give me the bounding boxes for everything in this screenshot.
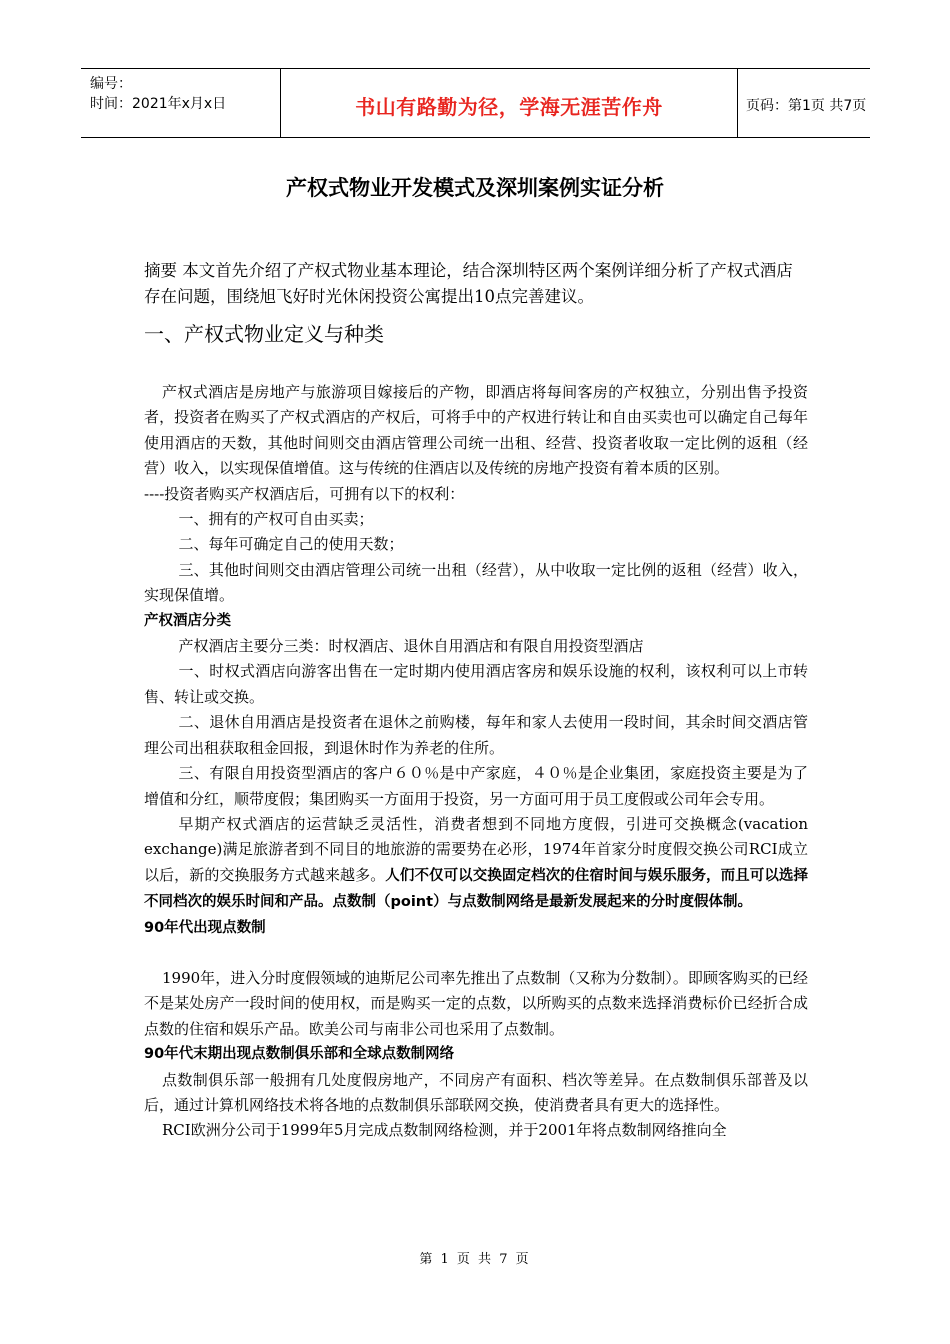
header-page-code: 页码：第1页 共7页	[746, 98, 867, 114]
header-page-cell	[738, 69, 870, 137]
list-item: 一、拥有的产权可自由买卖；	[178, 510, 374, 529]
paragraph: 三、有限自用投资型酒店的客户６０％是中产家庭，４０％是企业集团，家庭投资主要是为了增值和分红，顺带度假；集团购买一方面用于投资，另一方面可用于员工度假或公司年会专用。	[144, 764, 808, 808]
subsection-heading: 90年代出现点数制	[144, 919, 266, 936]
paragraph: 1990年，进入分时度假领域的迪斯尼公司率先推出了点数制（又称为分数制）。即顾客购买的已经不是某处房产一段时间的使用权，而是购买一定的点数，以所购买的点数来选择消费标价已经折合成点数的住宿和娱乐产品。欧美公司与南非公司也采用了点数制。	[144, 968, 808, 1038]
list-item: 三、其他时间则交由酒店管理公司统一出租（经营），从中收取一定比例的返租（经营）收入，实现保值增。	[144, 560, 808, 605]
document-time-label: 时间：2021年x月x日	[90, 96, 227, 112]
subsection-heading: 90年代末期出现点数制俱乐部和全球点数制网络	[144, 1046, 455, 1063]
paragraph-text: 早期产权式酒店的运营缺乏灵活性，消费者想到不同地方度假，引进可交换概念(vacation exchange)满足旅游者到不同目的地旅游的需要势在必形，1974年首家分时度假交换公司RCI成立以后，新的交换服务方式越来越多。	[144, 814, 808, 884]
paragraph: 二、退休自用酒店是投资者在退休之前购楼，每年和家人去使用一段时间，其余时间交酒店管理公司出租获取租金回报，到退休时作为养老的住所。	[144, 713, 808, 757]
paragraph: 产权酒店主要分三类：时权酒店、退休自用酒店和有限自用投资型酒店	[178, 637, 644, 656]
paragraph: 一、时权式酒店向游客出售在一定时期内使用酒店客房和娱乐设施的权利，该权利可以上市转售、转让或交换。	[144, 662, 808, 706]
list-item: 二、每年可确定自己的使用天数；	[178, 535, 404, 554]
header-info-cell	[81, 69, 281, 137]
paragraph: 产权式酒店是房地产与旅游项目嫁接后的产物，即酒店将每间客房的产权独立，分别出售予投资者，投资者在购买了产权式酒店的产权后，可将手中的产权进行转让和自由买卖也可以确定自己每年使用酒店的天数，其他时间则交由酒店管理公司统一出租、经营、投资者收取一定比例的返租（经营）收入，以实现保值增值。这与传统的住酒店以及传统的房地产投资有着本质的区别。	[144, 383, 808, 478]
document-title: 产权式物业开发模式及深圳案例实证分析	[286, 176, 664, 200]
document-body	[144, 380, 808, 1144]
page-footer: 第 1 页 共 7 页	[419, 1252, 531, 1267]
paragraph: RCI欧洲分公司于1999年5月完成点数制网络检测，并于2001年将点数制网络推向全	[162, 1121, 727, 1140]
section-heading: 一、产权式物业定义与种类	[144, 322, 384, 346]
paragraph	[144, 812, 808, 916]
header-table	[81, 68, 870, 138]
paragraph-bold-text: 人们不仅可以交换固定档次的住宿时间与娱乐服务，而且可以选择不同档次的娱乐时间和产品。点数制（point）与点数制网络是最新发展起来的分时度假体制。	[144, 867, 808, 911]
document-number-label: 编号：	[90, 76, 132, 92]
abstract: 摘要 本文首先介绍了产权式物业基本理论，结合深圳特区两个案例详细分析了产权式酒店存在问题，围绕旭飞好时光休闲投资公寓提出10点完善建议。	[144, 261, 793, 306]
header-motto-cell	[281, 69, 738, 137]
spacer	[144, 941, 808, 966]
paragraph: ----投资者购买产权酒店后，可拥有以下的权利：	[144, 484, 465, 503]
subsection-heading: 产权酒店分类	[144, 612, 231, 629]
header-motto: 书山有路勤为径，学海无涯苦作舟	[355, 95, 663, 119]
paragraph: 点数制俱乐部一般拥有几处度假房地产，不同房产有面积、档次等差异。在点数制俱乐部普及以后，通过计算机网络技术将各地的点数制俱乐部联网交换，使消费者具有更大的选择性。	[144, 1070, 808, 1114]
